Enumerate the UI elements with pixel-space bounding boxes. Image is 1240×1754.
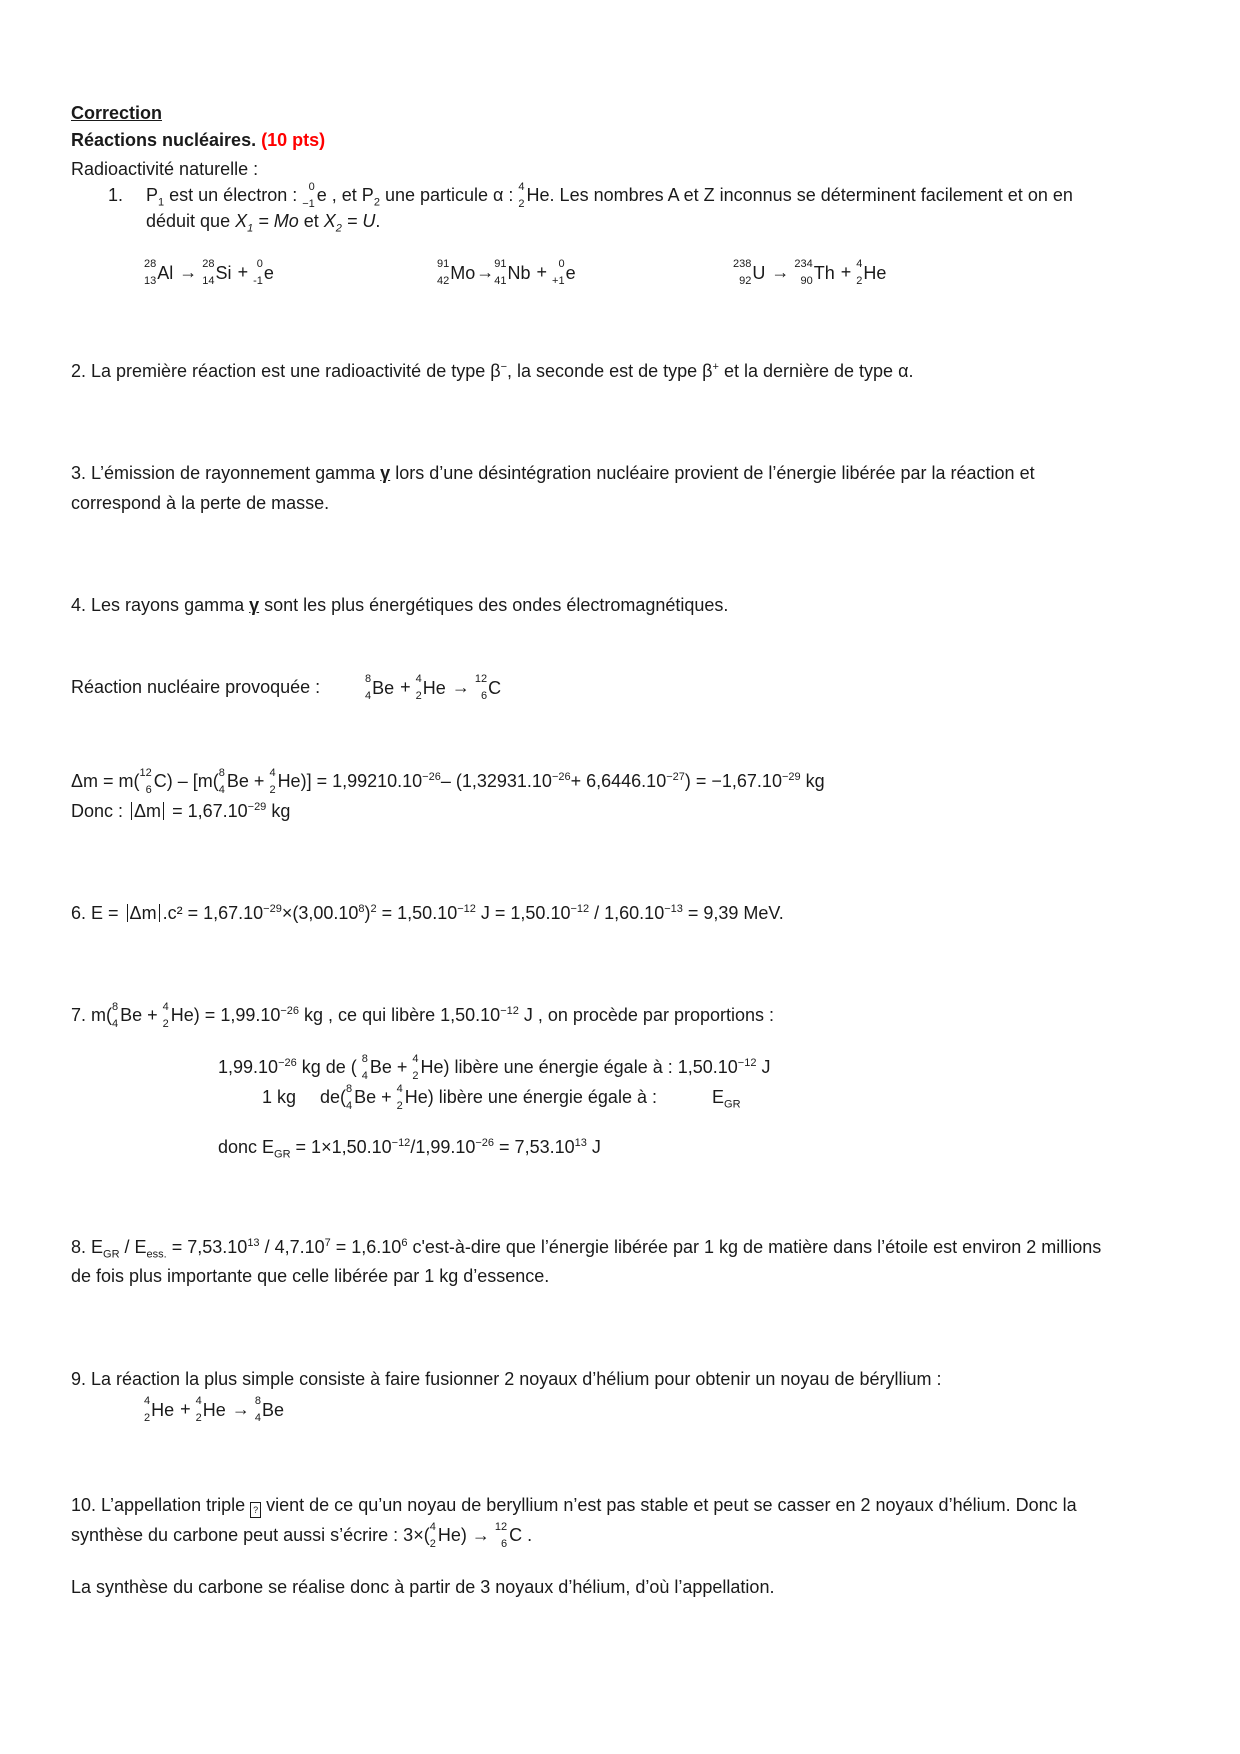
q7-row2: de( 8 4 Be + 4 2 He) libère une énergie égale à :: [320, 1083, 657, 1113]
equation-he-he-be: 4 2 He + 4 2 He → 8 4 Be: [144, 1395, 284, 1425]
mass-defect-abs: Donc : $\Delta m = 1,67.10^{-29}$ kg: [71, 801, 291, 821]
q7-row2-egr: $E_{GR}$: [712, 1087, 741, 1111]
q10-conclusion: La synthèse du carbone se réalise donc à partir de 3 noyaux d’hélium, d’où l’appellation.: [71, 1577, 775, 1597]
q1-number: 1.: [108, 185, 124, 205]
q9: 9. La réaction la plus simple consiste à faire fusionner 2 noyaux d’hélium pour obtenir un noyau de béryllium :: [71, 1369, 942, 1389]
q10-line2: synthèse du carbone peut aussi s’écrire : 3×( 4 2 He) → 12 6 C .: [71, 1521, 533, 1551]
equation-beta-minus: 28 13 Al → 28 14 Si + 0 -1 e: [144, 258, 274, 288]
missing-glyph-box: ?: [250, 1502, 261, 1518]
q1-text: P: [146, 185, 159, 205]
q6: 6. E = Δm $.c^2 = 1,67.10^{-29}\times(3,00.10^8)^2 = 1,50.10^{-12}$ $J = 1,50.10^{-12} / 1,60.10^{-13} = 9,39$ MeV.: [71, 903, 784, 923]
equation-alpha: 238 92 U → 234 90 Th + 4 2 He: [733, 258, 887, 288]
q10-line1: 10. L’appellation triple ? vient de ce qu’un noyau de beryllium n’est pas stable et peut se casser en 2 noyaux d’hélium. Donc la: [71, 1494, 1077, 1518]
q1-text: e , et P: [316, 185, 374, 205]
q7-row2-kg: 1 kg: [262, 1087, 297, 1107]
q8-line1: 8. $E_{GR} / E_{ess.} = 7,53.10^{13} / 4,7.10^7 = 1,6.10^6$ c'est-à-dire que l’énergie libérée par 1 kg de matière dans l’étoile est environ 2 millions: [71, 1237, 1102, 1261]
q1-sub: 2: [373, 196, 380, 209]
q7-result: donc $E_{GR} = 1\times 1,50.10^{-12}/1,99.10^{-26} = 7,53.10^{13}$ J: [218, 1137, 601, 1161]
q7-row1: $1,99.10^{-26}$ kg de ( 8 4 Be + 4 2 He) libère une énergie égale à : $1,50.10^{-12}$ J: [218, 1053, 771, 1083]
nuclide: 4 2: [518, 181, 525, 211]
mass-defect: Δm = m( 12 6 C) – [m( 8 4 Be + 4 2 $He)] = 1,99210.10^{-26}-$ $(1,32931.10^{-26}+ 6,6446.10^{-27}) = -1,67.10^{-29}$ kg: [71, 767, 825, 797]
q4: 4. Les rayons gamma γ sont les plus énergétiques des ondes électromagnétiques.: [71, 595, 729, 615]
q8-line2: de fois plus importante que celle libérée par 1 kg d’essence.: [71, 1266, 550, 1286]
q3-line2: correspond à la perte de masse.: [71, 493, 330, 513]
nuclide: 0 −1: [302, 181, 315, 211]
q1-line2: déduit que $X_1 = Mo$ et $X_2 = U$.: [146, 211, 381, 235]
heading: [71, 129, 325, 151]
q1-text: est un électron :: [164, 185, 303, 205]
q1-text: He. Les nombres A et Z inconnus se déterminent facilement et on en: [526, 185, 1073, 205]
equation-beta-plus: 91 42 Mo → 91 41 Nb + 0 +1 e: [437, 258, 576, 288]
q3-line1: 3. L’émission de rayonnement gamma γ lors d’une désintégration nucléaire provient de l’énergie libérée par la réaction et: [71, 463, 1035, 483]
heading-text: Réactions nucléaires.: [71, 130, 257, 150]
q1-text: une particule α :: [379, 185, 519, 205]
q7: 7. m( 8 4 Be + 4 2 $He) = 1,99.10^{-26}$ kg , ce qui libère $1,50.10^{-12}$ J , on procède par proportions :: [71, 1001, 775, 1031]
q1-sub: 1: [158, 196, 165, 209]
q1-line1: [146, 181, 1073, 211]
title: Correction: [71, 103, 163, 123]
intro: Radioactivité naturelle :: [71, 159, 259, 179]
equation-triple-alpha-step: 8 4 Be + 4 2 He → 12 6 C: [365, 673, 502, 703]
points: (10 pts): [261, 130, 326, 150]
q2: 2. La première réaction est une radioactivité de type β−, la seconde est de type β+ et la dernière de type α.: [71, 361, 914, 381]
q5-label: Réaction nucléaire provoquée :: [71, 677, 321, 697]
